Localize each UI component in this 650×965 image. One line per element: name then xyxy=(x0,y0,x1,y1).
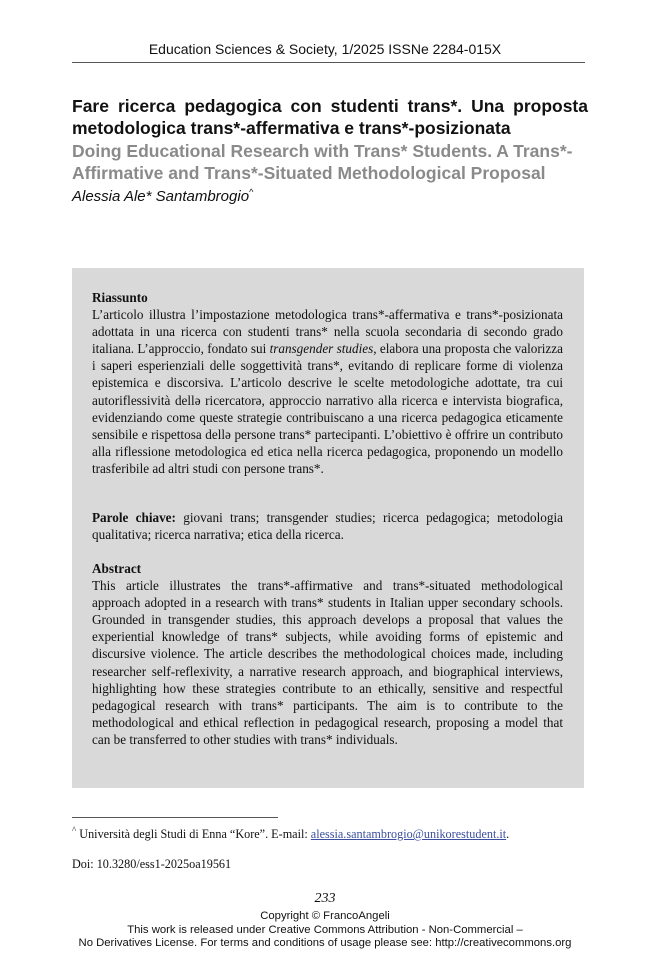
riassunto-text-2: , elabora una proposta che valorizza i saperi esperienziali delle soggettività trans*, evitando di replicare forme di violenza epistemica e discorsiva. L’articolo descrive le scelte metodologiche adottate, tra cui autoriflessività dellə ricercatorə, approccio narrativo alla ricerca e intervista biografica, evidenziando come queste strategie contribuiscano a una ricerca pedagogica eticamente sensibile e rispettosa dellə persone trans* partecipanti. L’obiettivo è offrire un contributo alla riflessione metodologica ed etica nella ricerca pedagogica, proponendo un modello trasferibile ad altri studi con persone trans*. xyxy=(92,341,563,476)
footnote-mark: ^ xyxy=(72,825,77,835)
footnote-text: Università degli Studi di Enna “Kore”. E-mail: xyxy=(79,827,311,842)
author-line xyxy=(72,187,253,205)
abstract-section xyxy=(92,560,563,748)
email-link[interactable]: alessia.santambrogio@unikorestudent.it xyxy=(310,827,507,842)
doi: Doi: 10.3280/ess1-2025oa19561 xyxy=(72,857,232,871)
riassunto-text-1: L’articolo illustra l’impostazione metodologica trans*-affermativa e trans*-posizionata adottata in una ricerca con studenti trans* nella scuola secondaria di secondo grado italiana. L’approccio, fondato sui xyxy=(92,307,563,357)
riassunto-text-italic: transgender studies xyxy=(269,341,374,357)
header-rule xyxy=(72,62,585,63)
copyright-line-2: This work is released under Creative Commons Attribution - Non-Commercial – xyxy=(127,923,523,936)
copyright-line-1: Copyright © FrancoAngeli xyxy=(260,910,390,922)
author-affiliation-mark: ^ xyxy=(249,187,254,197)
keywords-text: giovani trans; transgender studies; ricerca pedagogica; metodologia qualitativa; ricerca narrativa; etica della ricerca. xyxy=(92,510,563,543)
abstract-text: This article illustrates the trans*-affirmative and trans*-situated methodological approach adopted in a research with trans* students in Italian upper secondary schools. Grounded in transgender studies, this approach develops a proposal that values the experiential knowledge of trans* subjects, while avoiding forms of epistemic and discursive violence. The article describes the methodological choices made, including researcher self-reflexivity, a narrative research approach, and biographical interviews, highlighting how these strategies contribute to an ethically, sensitive and respectful pedagogical research with trans* participants. The aim is to contribute to the methodological and ethical reflection in pedagogical research, proposing a model that can be transferred to other studies with trans* individuals. xyxy=(92,578,563,747)
keywords-section xyxy=(92,509,563,543)
footnote-rule xyxy=(72,817,278,818)
copyright-notice xyxy=(0,910,650,951)
running-header: Education Sciences & Society, 1/2025 ISSNe 2284-015X xyxy=(148,41,502,57)
riassunto-section xyxy=(92,289,563,477)
keywords-label: Parole chiave: xyxy=(92,510,176,525)
footnote-end: . xyxy=(506,827,510,842)
riassunto-heading: Riassunto xyxy=(92,290,148,305)
page-number: 233 xyxy=(314,891,336,906)
author-name: Alessia Ale* Santambrogio xyxy=(72,188,250,205)
footnote xyxy=(72,825,509,842)
abstract-box xyxy=(72,268,584,788)
article-title-english: Doing Educational Research with Trans* Students. A Trans*-Affirmative and Trans*-Situated Methodological Proposal xyxy=(72,141,573,183)
copyright-line-3: No Derivatives License. For terms and conditions of usage please see: http://creativecommons.org xyxy=(78,937,572,949)
abstract-heading: Abstract xyxy=(92,561,142,576)
article-title-italian: Fare ricerca pedagogica con studenti trans*. Una proposta metodologica trans*-affermativa e trans*-posizionata xyxy=(72,96,588,138)
